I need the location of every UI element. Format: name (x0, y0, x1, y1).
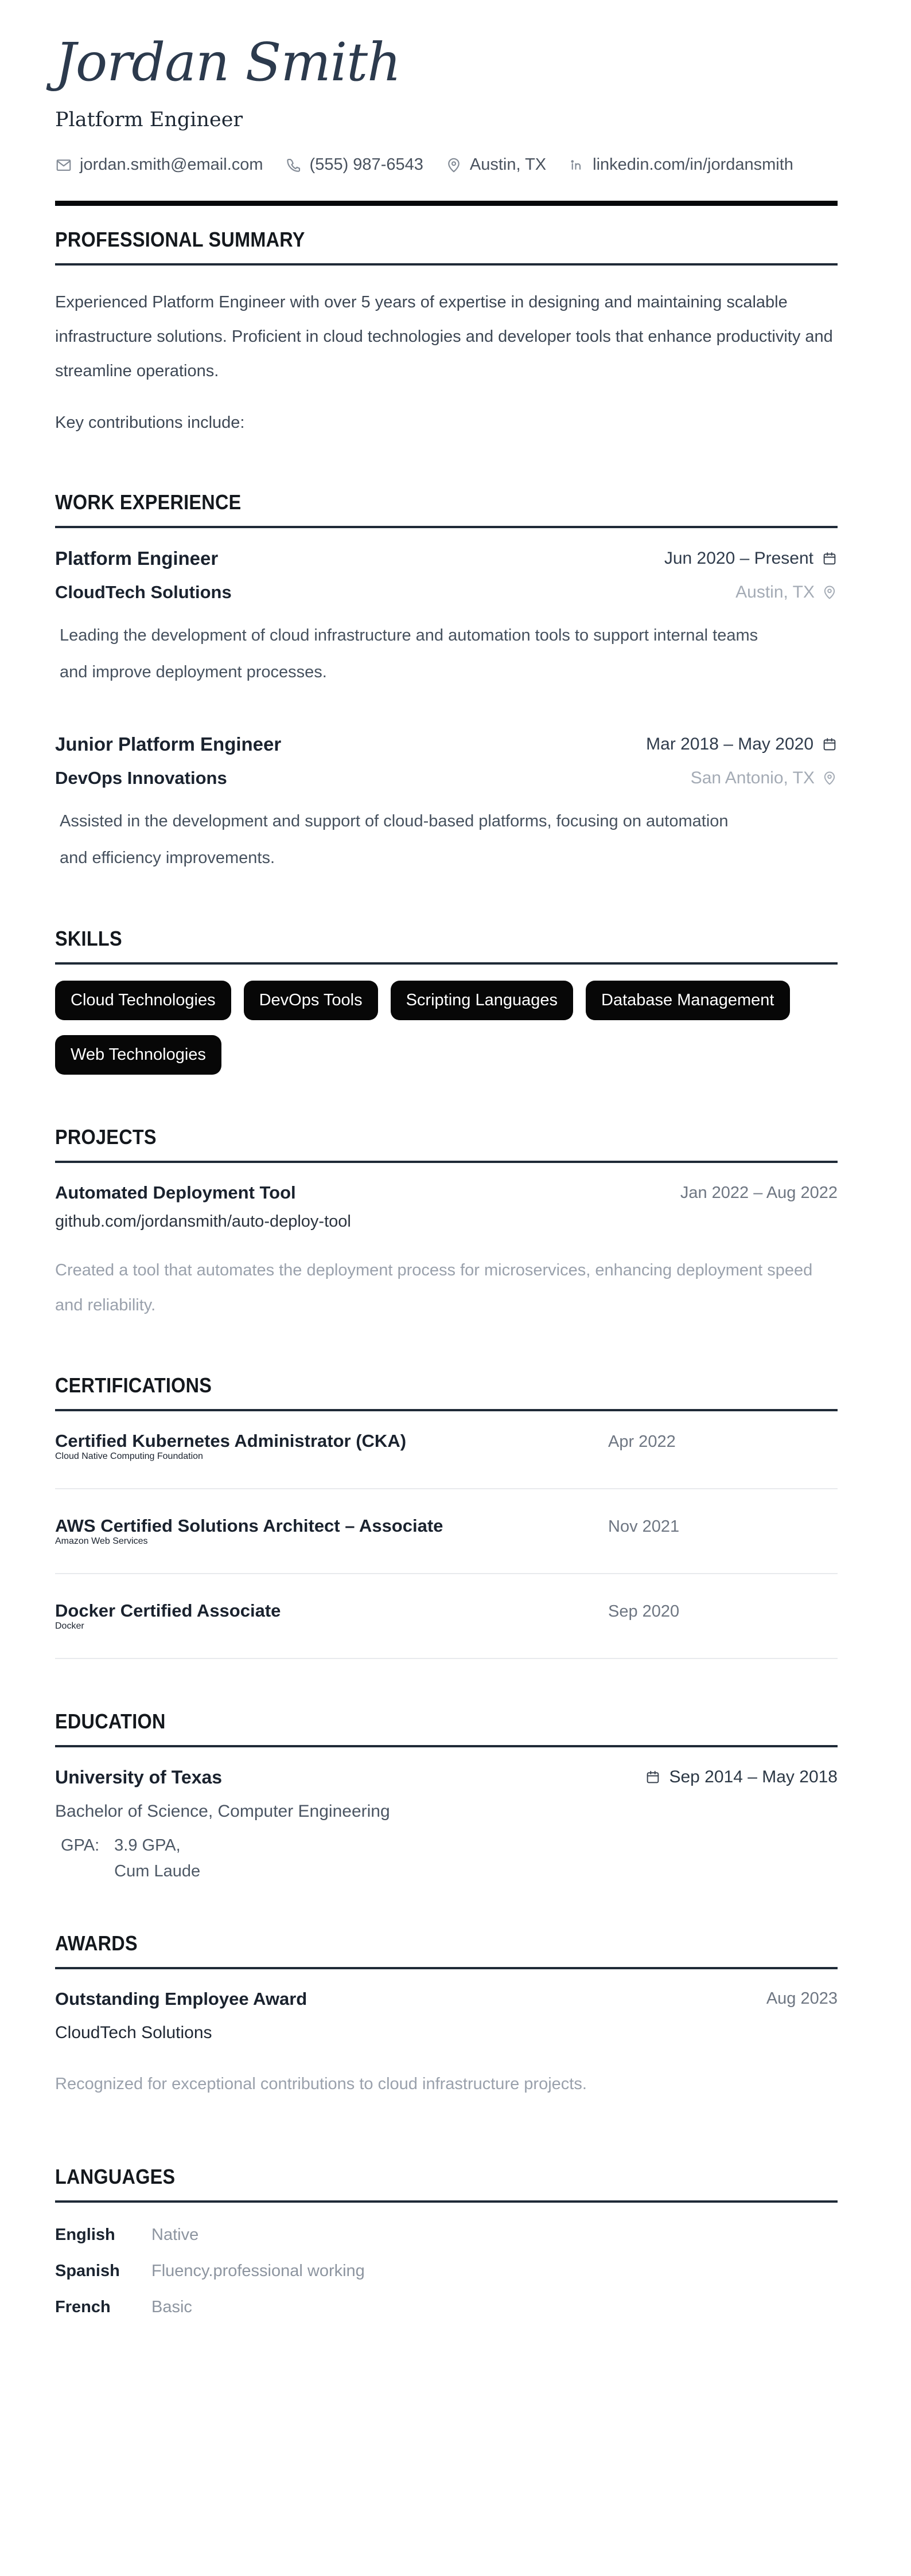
certification-date: Sep 2020 (608, 1602, 680, 1621)
project-link[interactable]: github.com/jordansmith/auto-deploy-tool (55, 1212, 351, 1231)
skill-pill: Database Management (586, 981, 789, 1020)
section-heading: LANGUAGES (55, 2165, 838, 2203)
section-education (55, 1709, 838, 1881)
project-entry (55, 1182, 838, 1323)
contact-location-text: Austin, TX (469, 155, 547, 174)
section-professional-summary (55, 228, 838, 440)
section-certifications (55, 1373, 838, 1659)
section-skills (55, 927, 838, 1075)
gpa-label: GPA: (61, 1836, 100, 1855)
section-heading: WORK EXPERIENCE (55, 490, 838, 528)
certification-title: AWS Certified Solutions Architect – Associate (55, 1515, 443, 1536)
section-heading: EDUCATION (55, 1709, 838, 1747)
certification-entry (55, 1601, 838, 1659)
skill-pill: Cloud Technologies (55, 981, 231, 1020)
job-location-text: Austin, TX (735, 583, 815, 602)
job-title: Platform Engineer (55, 548, 219, 569)
phone-icon (285, 157, 302, 174)
education-dates (645, 1767, 838, 1787)
job-dates (664, 549, 838, 568)
certification-date: Nov 2021 (608, 1517, 680, 1536)
certification-entry (55, 1431, 838, 1489)
certification-date: Apr 2022 (608, 1432, 676, 1451)
project-dates: Jan 2022 – Aug 2022 (680, 1183, 838, 1202)
skill-pill: Web Technologies (55, 1035, 221, 1075)
calendar-icon (822, 551, 838, 567)
education-gpa (55, 1836, 838, 1881)
section-heading: SKILLS (55, 927, 838, 965)
job-dates-text: Jun 2020 – Present (664, 549, 813, 568)
summary-key-contributions: Key contributions include: (55, 413, 245, 432)
job-location-text: San Antonio, TX (690, 768, 815, 787)
language-name: English (55, 2225, 115, 2244)
email-icon (55, 157, 72, 174)
language-level: Fluency.professional working (151, 2261, 365, 2280)
section-heading: PROJECTS (55, 1125, 838, 1163)
certification-title: Certified Kubernetes Administrator (CKA) (55, 1430, 407, 1451)
certification-divider (55, 1488, 838, 1489)
location-pin-icon (822, 770, 838, 786)
section-work-experience (55, 490, 838, 876)
job-dates (646, 735, 838, 754)
job-description: Leading the development of cloud infrastructure and automation tools to support internal teams and improve deployment processes. (60, 626, 758, 682)
education-degree: Bachelor of Science, Computer Engineering (55, 1801, 390, 1821)
education-honors: Cum Laude (114, 1861, 201, 1880)
certification-list (55, 1431, 838, 1659)
calendar-icon (822, 736, 838, 752)
education-dates-text: Sep 2014 – May 2018 (669, 1767, 838, 1787)
contact-email[interactable] (55, 155, 263, 174)
contact-row (55, 155, 838, 174)
header-divider (55, 201, 838, 206)
contact-location[interactable] (445, 155, 546, 174)
language-row (55, 2226, 838, 2245)
award-issuer: CloudTech Solutions (55, 2023, 212, 2042)
job-company: CloudTech Solutions (55, 582, 232, 603)
contact-email-text: jordan.smith@email.com (80, 155, 263, 174)
education-school: University of Texas (55, 1766, 223, 1787)
job-entry (55, 548, 838, 691)
section-languages (55, 2165, 838, 2317)
language-row (55, 2262, 838, 2281)
award-description: Recognized for exceptional contributions to cloud infrastructure projects. (55, 2074, 587, 2093)
resume-header (55, 33, 838, 206)
skill-pill-list (55, 981, 838, 1075)
certification-issuer: Cloud Native Computing Foundation (55, 1451, 203, 1461)
language-name: Spanish (55, 2261, 120, 2280)
language-level: Basic (151, 2297, 192, 2316)
certification-entry (55, 1516, 838, 1574)
certification-issuer: Amazon Web Services (55, 1536, 148, 1546)
award-title: Outstanding Employee Award (55, 1988, 307, 2009)
job-description: Assisted in the development and support of cloud-based platforms, focusing on automation and efficiency improvements. (60, 811, 729, 867)
contact-linkedin[interactable] (568, 155, 793, 174)
section-projects (55, 1125, 838, 1323)
project-description: Created a tool that automates the deployment process for microservices, enhancing deployment speed and reliability. (55, 1261, 813, 1314)
location-icon (445, 157, 462, 174)
language-list (55, 2226, 838, 2317)
gpa-value: 3.9 GPA, (114, 1836, 181, 1855)
section-awards (55, 1931, 838, 2102)
language-row (55, 2298, 838, 2317)
section-heading: PROFESSIONAL SUMMARY (55, 228, 838, 266)
certification-divider (55, 1573, 838, 1574)
contact-phone[interactable] (285, 155, 423, 174)
job-dates-text: Mar 2018 – May 2020 (646, 734, 813, 754)
certification-divider (55, 1658, 838, 1659)
skill-pill: DevOps Tools (244, 981, 378, 1020)
job-title: Junior Platform Engineer (55, 733, 282, 755)
calendar-icon (645, 1769, 661, 1785)
linkedin-icon (568, 157, 585, 174)
project-title: Automated Deployment Tool (55, 1182, 296, 1203)
certification-title: Docker Certified Associate (55, 1600, 281, 1621)
contact-phone-text: (555) 987-6543 (309, 155, 423, 174)
person-job-title: Platform Engineer (55, 108, 243, 132)
language-level: Native (151, 2225, 199, 2244)
job-company: DevOps Innovations (55, 767, 227, 788)
location-pin-icon (822, 584, 838, 600)
person-name: Jordan Smith (55, 32, 401, 93)
job-location (735, 583, 838, 602)
award-date: Aug 2023 (766, 1989, 838, 2008)
language-name: French (55, 2297, 111, 2316)
job-location (691, 768, 838, 788)
job-entry (55, 733, 838, 877)
contact-linkedin-text: linkedin.com/in/jordansmith (593, 155, 793, 174)
section-heading: CERTIFICATIONS (55, 1373, 838, 1411)
section-heading: AWARDS (55, 1931, 838, 1969)
job-list (55, 548, 838, 876)
certification-issuer: Docker (55, 1621, 84, 1631)
skill-pill: Scripting Languages (391, 981, 573, 1020)
summary-paragraph: Experienced Platform Engineer with over 5 years of expertise in designing and maintaining scalable infrastructure solutions. Proficient in cloud technologies and developer tools that enhance productivity and streamline operations. (55, 293, 833, 381)
